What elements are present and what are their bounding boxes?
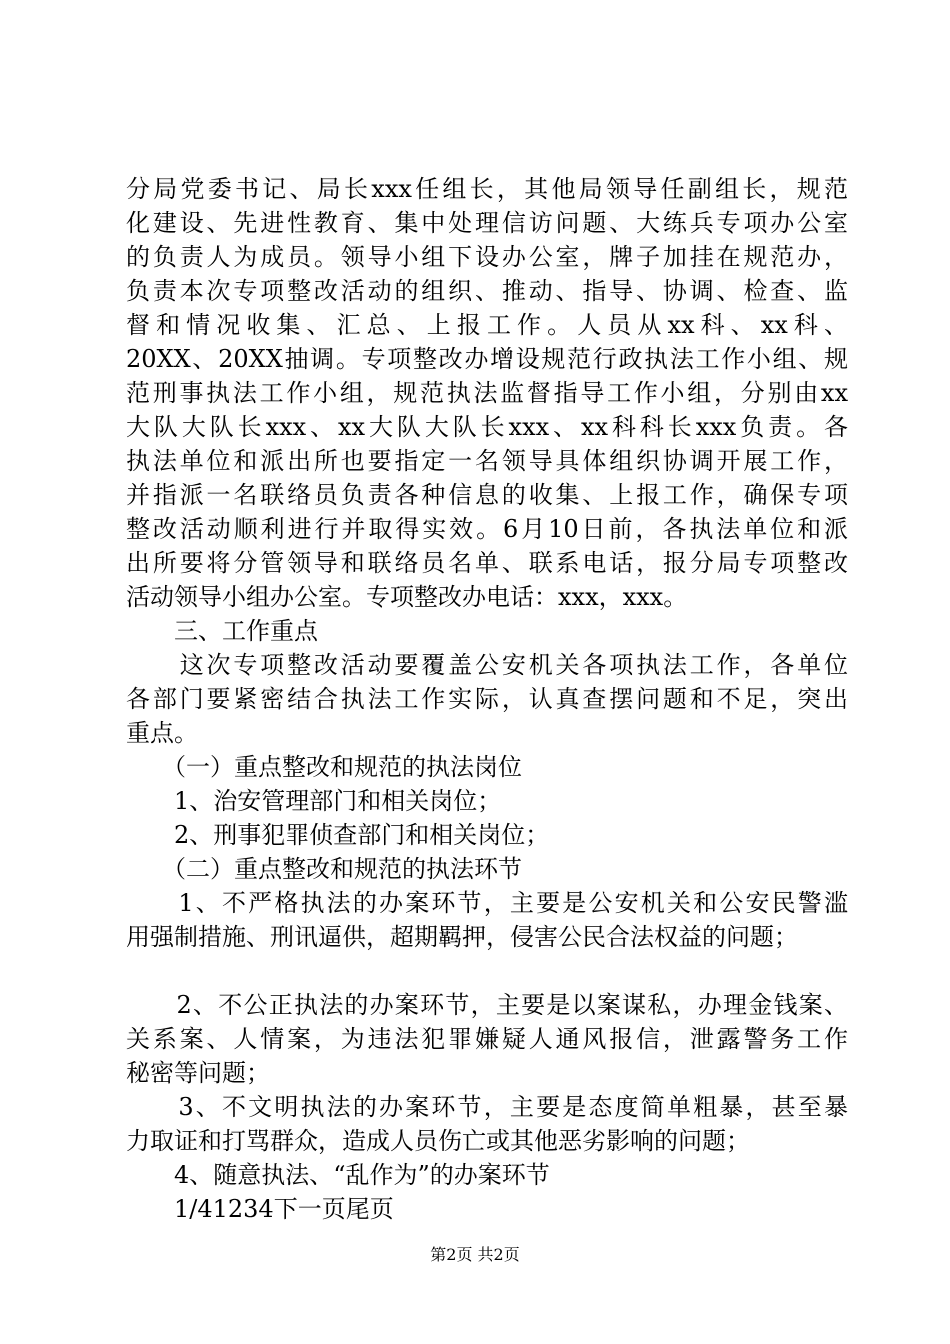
list-item: 2、不公正执法的办案环节，主要是以案谋私，办理金钱案、 <box>126 991 848 1019</box>
list-item: 2、刑事犯罪侦查部门和相关岗位； <box>126 821 550 849</box>
list-item: 4、随意执法、“乱作为”的办案环节 <box>126 1161 550 1189</box>
paragraph-line: 范刑事执法工作小组，规范执法监督指导工作小组，分别由xx <box>126 379 848 407</box>
paragraph-line: 活动领导小组办公室。专项整改办电话：xxx，xxx。 <box>126 583 688 611</box>
paragraph-line: 并指派一名联络员负责各种信息的收集、上报工作，确保专项 <box>126 481 848 509</box>
subsection-heading: （二）重点整改和规范的执法环节 <box>126 855 522 883</box>
paragraph-line: 负责本次专项整改活动的组织、推动、指导、协调、检查、监 <box>126 277 848 305</box>
page-footer: 第2页 共2页 <box>430 1245 520 1264</box>
paragraph-line: 整改活动顺利进行并取得实效。6月10日前，各执法单位和派 <box>126 515 848 543</box>
document-body <box>126 172 848 1226</box>
paragraph-line: 化建设、先进性教育、集中处理信访问题、大练兵专项办公室 <box>126 209 848 237</box>
paragraph-line: 督和情况收集、汇总、上报工作。人员从xx科、xx科、 <box>126 311 848 339</box>
paragraph-gap <box>126 954 848 988</box>
section-heading: 三、工作重点 <box>126 617 318 645</box>
list-item: 1、治安管理部门和相关岗位； <box>126 787 502 815</box>
paragraph-line: 大队大队长xxx、xx大队大队长xxx、xx科科长xxx负责。各 <box>126 413 848 441</box>
paragraph-line: 这次专项整改活动要覆盖公安机关各项执法工作，各单位 <box>126 651 848 679</box>
paragraph-line: 出所要将分管领导和联络员名单、联系电话，报分局专项整改 <box>126 549 848 577</box>
paragraph-line: 20XX、20XX抽调。专项整改办增设规范行政执法工作小组、规 <box>126 345 848 373</box>
paragraph-line: 各部门要紧密结合执法工作实际，认真查摆问题和不足，突出 <box>126 685 848 713</box>
paragraph-line: 执法单位和派出所也要指定一名领导具体组织协调开展工作， <box>126 447 848 475</box>
subsection-heading: （一）重点整改和规范的执法岗位 <box>126 753 522 781</box>
list-item-continued: 关系案、人情案，为违法犯罪嫌疑人通风报信，泄露警务工作 <box>126 1025 848 1053</box>
paragraph-line: 重点。 <box>126 719 198 747</box>
list-item-continued: 力取证和打骂群众，造成人员伤亡或其他恶劣影响的问题； <box>126 1127 750 1155</box>
list-item: 3、不文明执法的办案环节，主要是态度简单粗暴，甚至暴 <box>126 1093 848 1121</box>
pagination-text: 1/41234下一页尾页 <box>126 1195 394 1223</box>
list-item-continued: 秘密等问题； <box>126 1059 270 1087</box>
paragraph-line: 的负责人为成员。领导小组下设办公室，牌子加挂在规范办， <box>126 243 848 271</box>
paragraph-line: 分局党委书记、局长xxx任组长，其他局领导任副组长，规范 <box>126 175 848 203</box>
list-item: 1、不严格执法的办案环节，主要是公安机关和公安民警滥 <box>126 889 848 917</box>
list-item-continued: 用强制措施、刑讯逼供，超期羁押，侵害公民合法权益的问题； <box>126 923 798 951</box>
